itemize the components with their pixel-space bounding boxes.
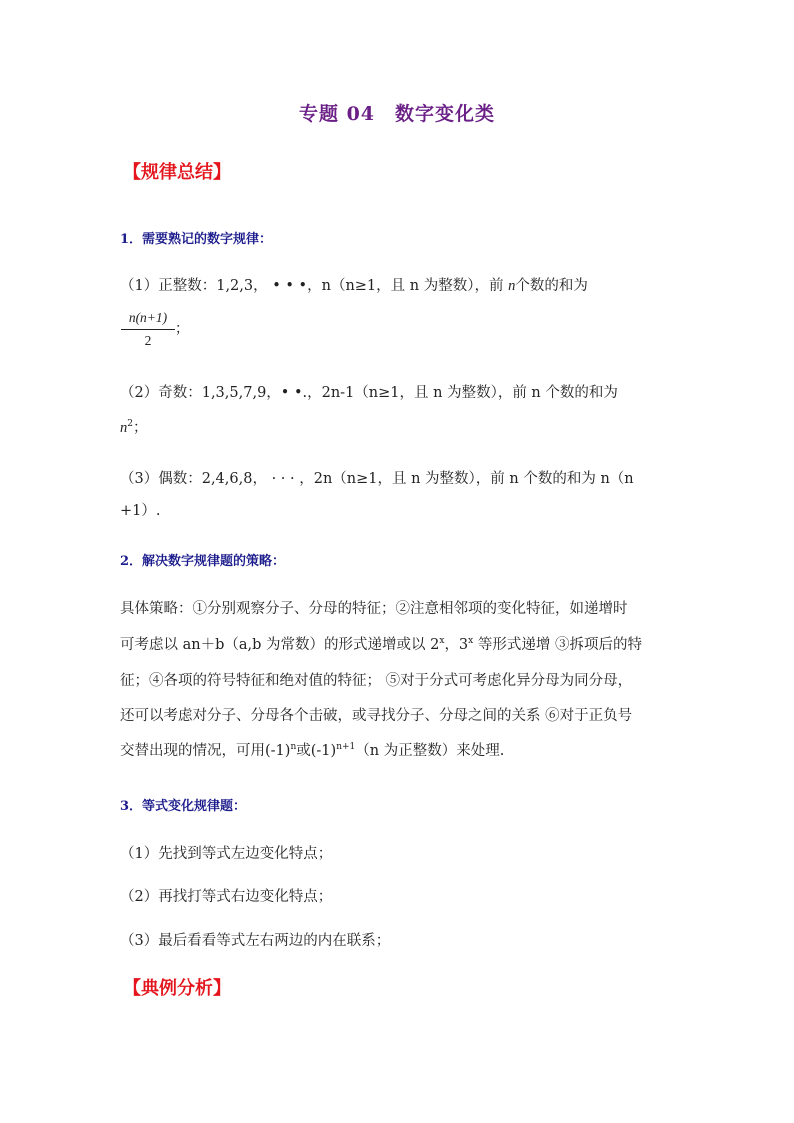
- italic-n: n: [508, 278, 516, 294]
- heading-equation-patterns: 3．等式变化规律题：: [120, 799, 247, 814]
- fraction-numerator: n(n+1): [128, 310, 168, 325]
- equation-step-3: （3）最后看看等式左右两边的内在联系；: [120, 933, 391, 949]
- semicolon: ；: [175, 321, 189, 337]
- exponent: x: [468, 636, 474, 646]
- para-positive-integers: [120, 274, 588, 295]
- page-title: 专题 04 数字变化类: [298, 103, 496, 125]
- fraction-bar: [121, 329, 175, 330]
- strategy-line-1: 具体策略：①分别观察分子、分母的特征；②注意相邻项的变化特征，如递增时: [120, 601, 628, 617]
- text: 或(-1): [296, 743, 337, 759]
- exponent: x: [439, 636, 445, 646]
- strategy-line-2: [120, 633, 642, 654]
- text: 个数的和为: [515, 278, 588, 294]
- equation-step-2: （2）再找打等式右边变化特点；: [120, 889, 333, 905]
- italic-n: n: [120, 420, 128, 436]
- fraction-denominator: 2: [144, 333, 152, 348]
- text: （1）正整数：1,2,3， • • •，n（n≥1，且 n 为整数），前: [120, 278, 509, 294]
- equation-step-1: （1）先找到等式左边变化特点；: [120, 846, 333, 862]
- strategy-line-5: [120, 739, 504, 760]
- para-even-numbers: （3）偶数：2,4,6,8， · · · ，2n（n≥1，且 n 为整数），前 n 个数的和为 n（n: [120, 471, 634, 487]
- strategy-line-4: 还可以考虑对分子、分母各个击破，或寻找分子、分母之间的关系 ⑥对于正负号: [120, 708, 633, 724]
- section-examples-heading: 【典例分析】: [123, 978, 231, 999]
- heading-strategies: 2．解决数字规律题的策略：: [120, 554, 286, 569]
- para-odd-numbers: （2）奇数：1,3,5,7,9，• •.，2n-1（n≥1，且 n 为整数），前 n 个数的和为: [120, 385, 618, 401]
- section-summary-heading: 【规律总结】: [123, 162, 231, 183]
- para-even-numbers-cont: +1）.: [120, 503, 161, 519]
- text: 交替出现的情况，可用(-1): [120, 743, 291, 759]
- text: ，3: [444, 637, 469, 653]
- exponent: n+1: [336, 742, 356, 752]
- text: 等形式递增 ③拆项后的特: [473, 637, 642, 653]
- exponent: 2: [127, 419, 133, 429]
- heading-number-patterns: 1．需要熟记的数字规律：: [120, 232, 273, 247]
- fraction-formula: [121, 310, 175, 349]
- strategy-line-3: 征；④各项的符号特征和绝对值的特征； ⑤对于分式可考虑化异分母为同分母，: [120, 673, 633, 689]
- formula-n-squared: [120, 416, 147, 437]
- text: （n 为正整数）来处理.: [355, 743, 505, 759]
- exponent: n: [290, 742, 297, 752]
- semicolon: ；: [132, 420, 148, 436]
- text: 可考虑以 an＋b（a,b 为常数）的形式递增或以 2: [120, 637, 440, 653]
